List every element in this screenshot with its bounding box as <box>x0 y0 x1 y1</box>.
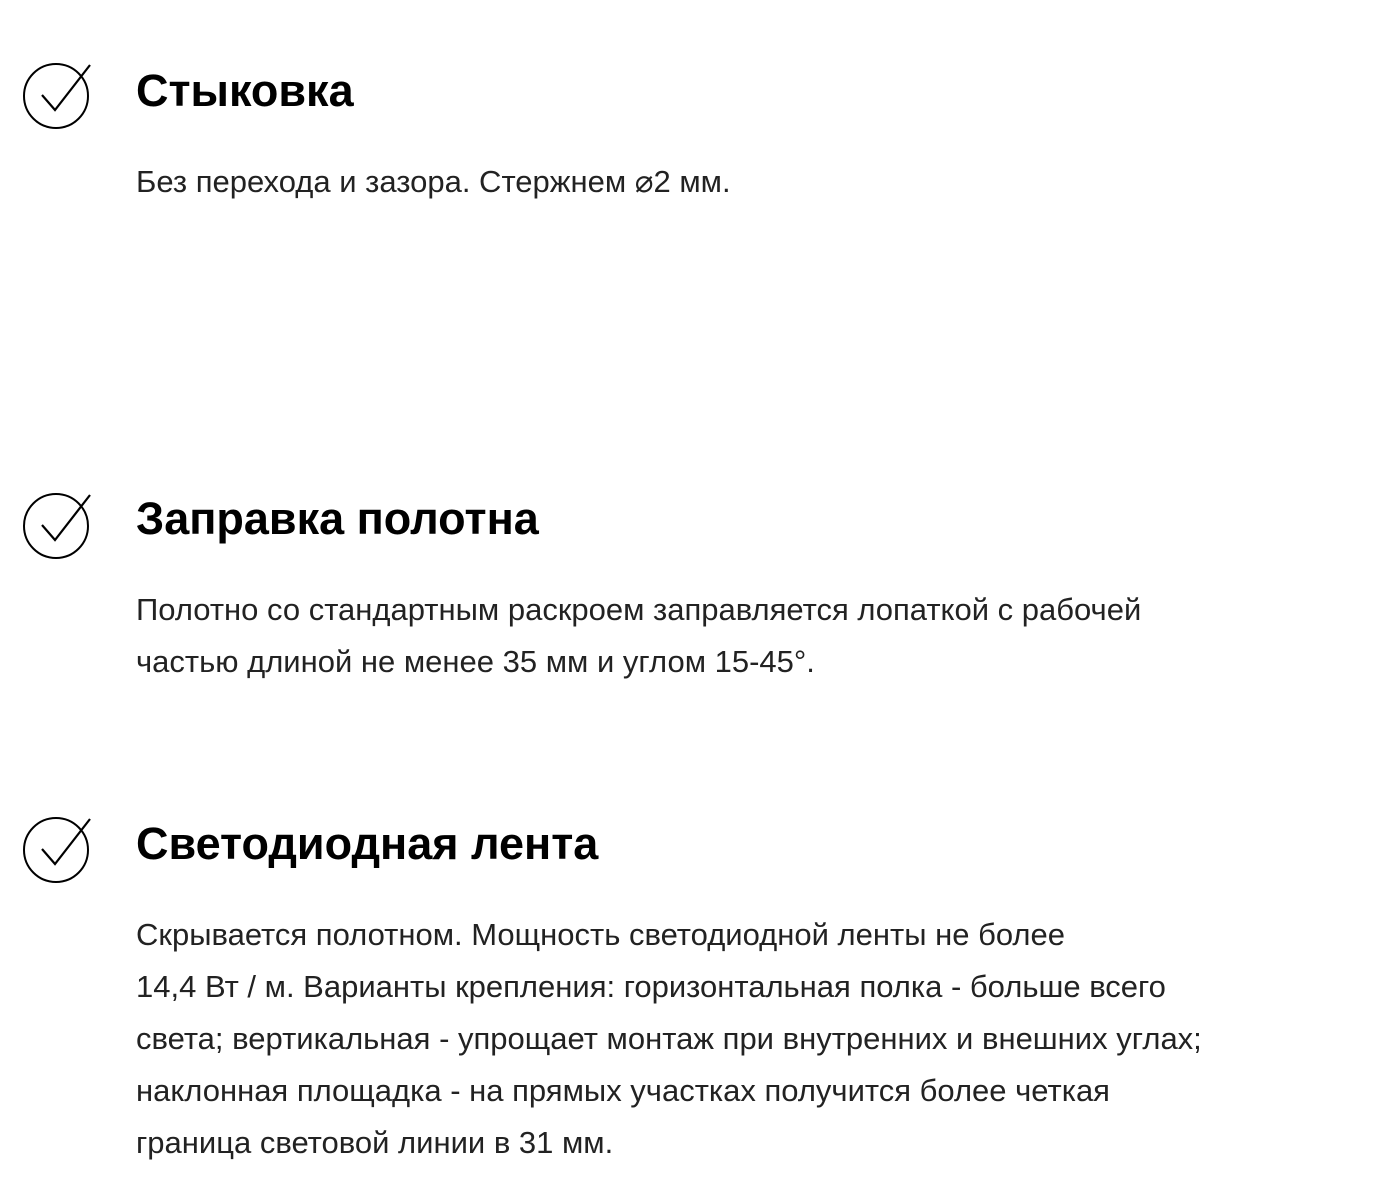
feature-description <box>136 909 1326 1169</box>
feature-title: Светодиодная лента <box>136 818 599 869</box>
check-circle-icon <box>22 814 92 884</box>
description-line: Без перехода и зазора. Стержнем ⌀2 мм. <box>136 164 731 199</box>
description-line: 14,4 Вт / м. Варианты крепления: горизонтальная полка - больше всего <box>136 969 1166 1004</box>
description-line: частью длиной не менее 35 мм и углом 15-45°. <box>136 644 815 679</box>
description-line: наклонная площадка - на прямых участках получится более четкая <box>136 1073 1110 1108</box>
feature-title: Заправка полотна <box>136 493 539 544</box>
description-line: граница световой линии в 31 мм. <box>136 1125 614 1160</box>
check-circle-icon <box>22 490 92 560</box>
feature-description <box>136 156 1326 208</box>
description-line: света; вертикальная - упрощает монтаж при внутренних и внешних углах; <box>136 1021 1202 1056</box>
feature-title: Стыковка <box>136 65 354 116</box>
description-line: Скрывается полотном. Мощность светодиодной ленты не более <box>136 917 1065 952</box>
feature-description <box>136 584 1326 688</box>
check-circle-icon <box>22 60 92 130</box>
description-line: Полотно со стандартным раскроем заправляется лопаткой с рабочей <box>136 592 1142 627</box>
